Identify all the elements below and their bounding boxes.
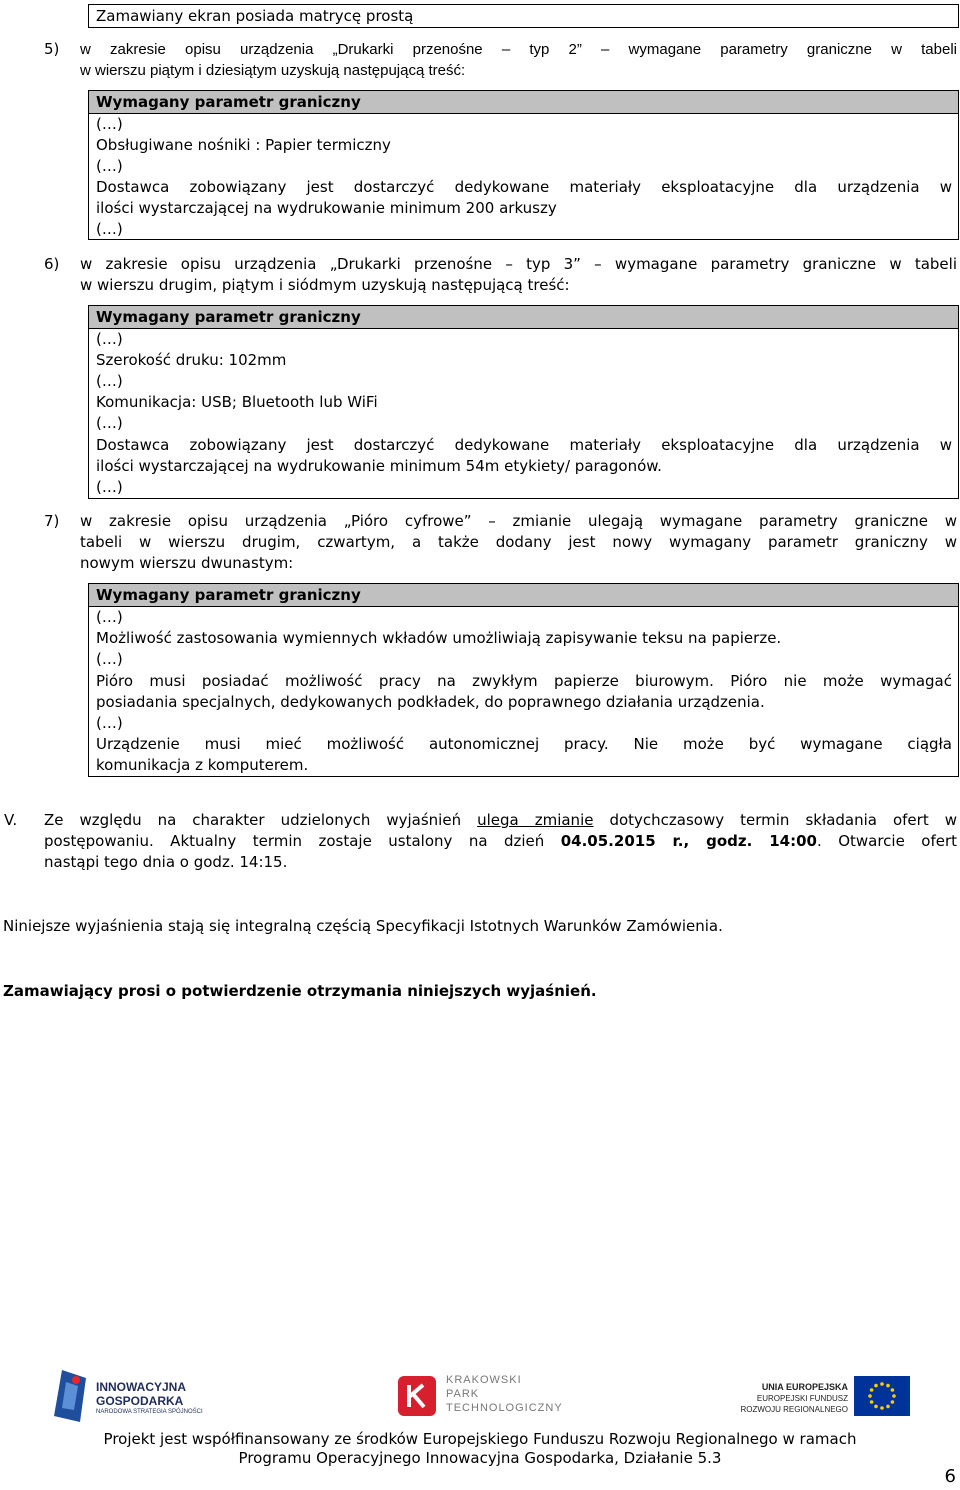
item6-row: Szerokość druku: 102mm — [96, 351, 287, 369]
item6-row: (…) — [96, 330, 123, 348]
item7-table-header-label: Wymagany parametr graniczny — [96, 586, 361, 604]
eu-logo — [730, 1370, 910, 1422]
item7-table-header — [89, 584, 958, 607]
item5-row: ilości wystarczającej na wydrukowanie minimum 200 arkuszy — [96, 199, 557, 217]
top-box — [88, 4, 959, 28]
item7-line1: w zakresie opisu urządzenia „Pióro cyfrowe” – zmianie ulegają wymagane parametry graniczne w — [80, 512, 957, 530]
item5-number: 5) — [44, 40, 60, 58]
footer-line2: Programu Operacyjnego Innowacyjna Gospodarka, Działanie 5.3 — [238, 1449, 722, 1467]
item6-table — [88, 305, 959, 499]
item6-table-header-label: Wymagany parametr graniczny — [96, 308, 361, 326]
section5-number: V. — [4, 811, 18, 829]
section5-line2-b: . Otwarcie ofert — [816, 832, 958, 850]
item5-line1: w zakresie opisu urządzenia „Drukarki przenośne – typ 2” – wymagane parametry graniczne w tabeli — [80, 41, 957, 58]
item7-line2: tabeli w wierszu drugim, czwartym, a także dodany jest nowy wymagany parametr graniczny w — [80, 533, 957, 551]
item7-row: Pióro musi posiadać możliwość pracy na zwykłym papierze biurowym. Pióro nie może wymagać — [96, 672, 952, 690]
request-text: Zamawiający prosi o potwierdzenie otrzymania niniejszych wyjaśnień. — [3, 982, 597, 1000]
item7-row: posiadania specjalnych, dedykowanych podkładek, do poprawnego działania urządzenia. — [96, 693, 765, 711]
item6-row: (…) — [96, 414, 123, 432]
item5-row: Dostawca zobowiązany jest dostarczyć dedykowane materiały eksploatacyjne dla urządzenia w — [96, 178, 952, 196]
ig-line2: GOSPODARKA — [96, 1394, 184, 1408]
item7-row: (…) — [96, 714, 123, 732]
section5-line1 — [44, 810, 957, 831]
item5-table — [88, 90, 959, 240]
item7-row: (…) — [96, 608, 123, 626]
item7-row: Możliwość zastosowania wymiennych wkładów umożliwiają zapisywanie teksu na papierze. — [96, 629, 782, 647]
item5-table-header — [89, 91, 958, 114]
footer-line1: Projekt jest współfinansowany ze środków Europejskiego Funduszu Rozwoju Regionalnego w ramach — [103, 1430, 857, 1448]
item7-line3: nowym wierszu dwunastym: — [80, 554, 294, 572]
item6-line2: w wierszu drugim, piątym i siódmym uzyskują następującą treść: — [80, 276, 570, 294]
item6-table-header — [89, 306, 958, 329]
krakowski-park-technologiczny-logo — [398, 1374, 578, 1418]
page-number: 6 — [944, 1466, 956, 1487]
ig-line1: INNOWACYJNA — [96, 1380, 187, 1394]
item6-row: (…) — [96, 372, 123, 390]
item6-row: (…) — [96, 478, 123, 496]
ig-line3: NARODOWA STRATEGIA SPÓJNOŚCI — [96, 1409, 203, 1415]
item6-row: Komunikacja: USB; Bluetooth lub WiFi — [96, 393, 378, 411]
item5-table-header-label: Wymagany parametr graniczny — [96, 93, 361, 111]
item5-row: Obsługiwane nośniki : Papier termiczny — [96, 136, 391, 154]
item5-row: (…) — [96, 157, 123, 175]
ue-line2: EUROPEJSKI FUNDUSZ — [756, 1394, 848, 1403]
section5-deadline: 04.05.2015 r., godz. 14:00 — [560, 832, 817, 850]
ue-line1: UNIA EUROPEJSKA — [761, 1382, 848, 1392]
ue-line3: ROZWOJU REGIONALNEGO — [740, 1405, 848, 1414]
section5-line3: nastąpi tego dnia o godz. 14:15. — [44, 853, 288, 871]
kpt-line3: TECHNOLOGICZNY — [446, 1402, 563, 1414]
item6-row: Dostawca zobowiązany jest dostarczyć dedykowane materiały eksploatacyjne dla urządzenia w — [96, 436, 952, 454]
item5-row: (…) — [96, 115, 123, 133]
top-box-text: Zamawiany ekran posiada matrycę prostą — [96, 7, 414, 25]
innowacyjna-gospodarka-logo — [52, 1368, 232, 1422]
item7-row: komunikacja z komputerem. — [96, 756, 309, 774]
item6-number: 6) — [44, 255, 60, 273]
item6-row: ilości wystarczającej na wydrukowanie minimum 54m etykiety/ paragonów. — [96, 457, 662, 475]
section5-line2 — [44, 831, 957, 852]
item7-row: (…) — [96, 650, 123, 668]
item5-line2: w wierszu piątym i dziesiątym uzyskują następującą treść: — [80, 62, 466, 79]
item7-number: 7) — [44, 512, 60, 530]
section5-line2-a: postępowaniu. Aktualny termin zostaje ustalony na dzień — [44, 832, 561, 850]
kpt-line1: KRAKOWSKI — [446, 1374, 522, 1386]
ig-mark-icon — [52, 1368, 86, 1422]
note-text: Niniejsze wyjaśnienia stają się integralną częścią Specyfikacji Istotnych Warunków Zamówienia. — [3, 917, 723, 935]
item7-row: Urządzenie musi mieć możliwość autonomicznej pracy. Nie może być wymagane ciągła — [96, 735, 952, 753]
kpt-mark-icon — [398, 1376, 436, 1416]
item7-table — [88, 583, 959, 777]
item6-line1: w zakresie opisu urządzenia „Drukarki przenośne – typ 3” – wymagane parametry graniczne w tabeli — [80, 255, 957, 273]
item5-row: (…) — [96, 220, 123, 238]
section5-line1-a: Ze względu na charakter udzielonych wyjaśnień — [44, 811, 478, 829]
section5-line1-b: dotychczasowy termin składania ofert w — [593, 811, 957, 829]
section5-line1-underlined: ulega zmianie — [477, 811, 594, 829]
eu-flag-icon — [854, 1376, 910, 1416]
kpt-line2: PARK — [446, 1388, 480, 1400]
